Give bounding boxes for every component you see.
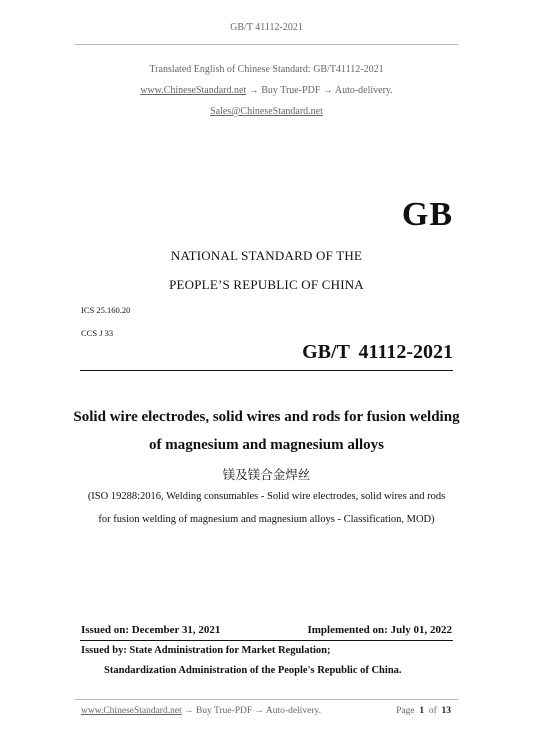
footer-site-link[interactable]: www.ChineseStandard.net — [81, 706, 182, 716]
issued-date: Issued on: December 31, 2021 — [81, 624, 221, 636]
total-pages: 13 — [441, 706, 451, 716]
iso-reference-line2: for fusion welding of magnesium and magnesium alloys - Classification, MOD) — [98, 514, 435, 525]
issued-by-line1: Issued by: State Administration for Market Regulation; — [81, 645, 331, 656]
purchase-line — [0, 85, 533, 96]
translation-notice: Translated English of Chinese Standard: GB/T41112-2021 — [149, 64, 384, 75]
page-indicator — [396, 706, 451, 716]
running-header: GB/T 41112-2021 — [230, 22, 303, 33]
gb-logo: GB — [401, 196, 453, 233]
document-title-line1: Solid wire electrodes, solid wires and rods for fusion welding — [73, 409, 460, 425]
of-label: of — [428, 706, 437, 716]
issued-by-line2: Standardization Administration of the People's Republic of China. — [104, 665, 402, 676]
iso-reference-line1: (ISO 19288:2016, Welding consumables - Solid wire electrodes, solid wires and rods — [87, 491, 446, 502]
footer-divider — [75, 699, 458, 700]
title-rule — [80, 370, 453, 371]
footer-purchase-line — [81, 706, 321, 716]
ccs-code: CCS J 33 — [81, 328, 114, 338]
national-title-line1: NATIONAL STANDARD OF THE — [170, 248, 363, 263]
ics-code: ICS 25.160.20 — [81, 305, 131, 315]
header-divider — [75, 44, 458, 45]
email-link[interactable]: Sales@ChineseStandard.net — [210, 106, 323, 117]
site-link[interactable]: www.ChineseStandard.net — [140, 85, 247, 96]
document-title-line2: of magnesium and magnesium alloys — [148, 437, 385, 453]
email-line — [0, 106, 533, 117]
footer-purchase-text: → Buy True-PDF → Auto-delivery. — [181, 706, 321, 716]
implemented-date: Implemented on: July 01, 2022 — [307, 624, 452, 636]
page-label: Page — [396, 706, 415, 716]
page-number: 1 — [419, 706, 425, 716]
national-title-line2: PEOPLE’S REPUBLIC OF CHINA — [169, 277, 364, 292]
standard-number: GB/T 41112-2021 — [302, 341, 453, 363]
chinese-title: 镁及镁合金焊丝 — [222, 467, 311, 482]
dates-rule — [80, 640, 453, 641]
purchase-text: → Buy True-PDF → Auto-delivery. — [246, 85, 393, 96]
